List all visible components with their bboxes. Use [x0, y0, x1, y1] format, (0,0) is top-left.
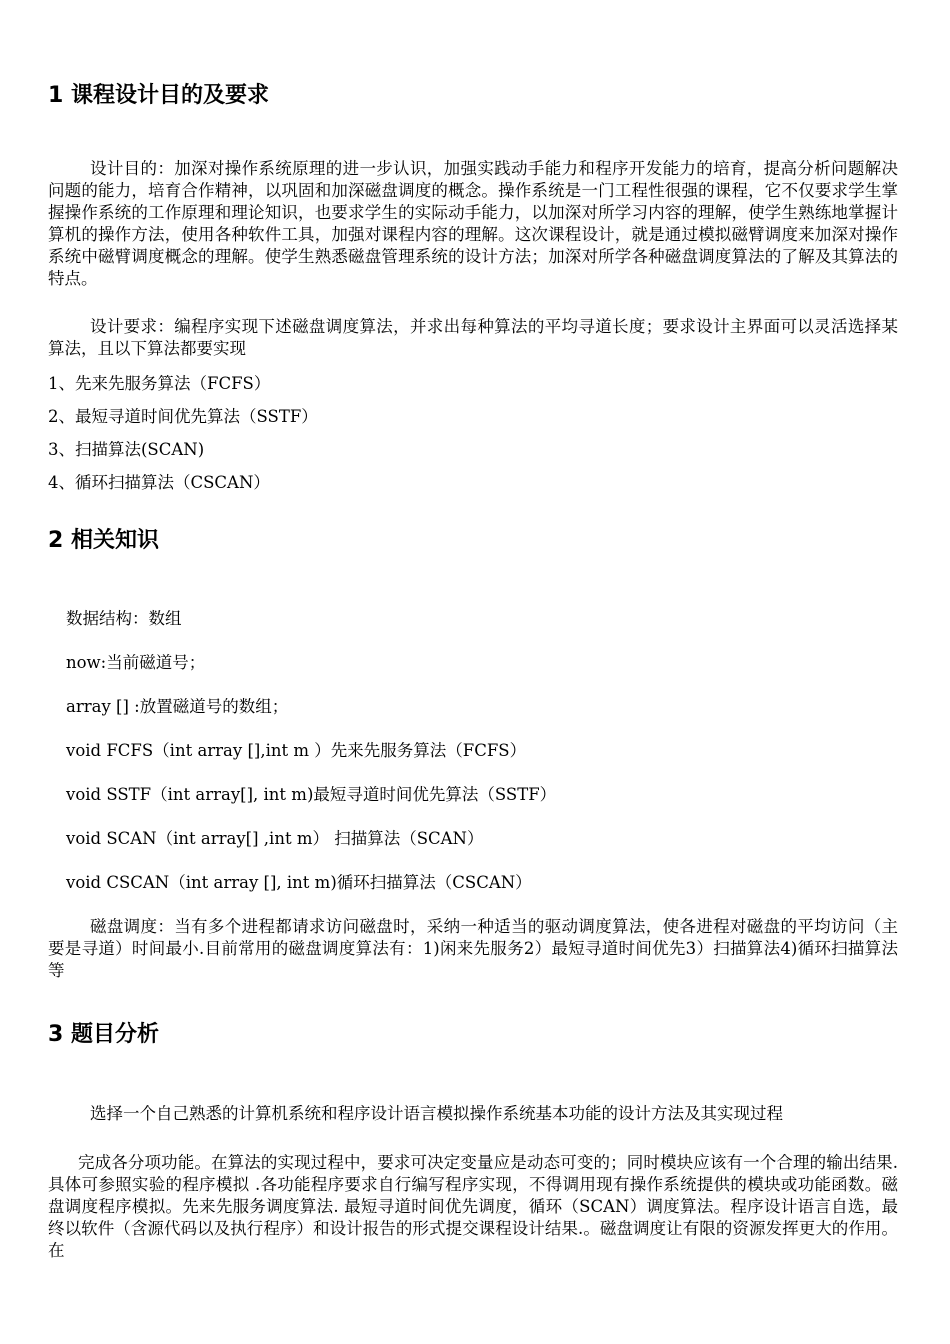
design-purpose-paragraph: 设计目的：加深对操作系统原理的进一步认识，加强实践动手能力和程序开发能力的培育，提高分析问题解决问题的能力，培育合作精神，以巩固和加深磁盘调度的概念。操作系统是一门工程性很强的课程，它不仅要求学生掌握操作系统的工作原理和理论知识，也要求学生的实际动手能力，以加深对所学习内容的理解，使学生熟练地掌握计算机的操作方法，使用各种软件工具，加强对课程内容的理解。这次课程设计，就是通过模拟磁臂调度来加深对操作系统中磁臂调度概念的理解。使学生熟悉磁盘管理系统的设计方法；加深对所学各种磁盘调度算法的了解及其算法的特点。: [48, 159, 898, 288]
knowledge-line: now:当前磁道号；: [66, 653, 206, 672]
algorithm-list-item: 1、先来先服务算法（FCFS）: [48, 374, 271, 393]
knowledge-line: array [] :放置磁道号的数组；: [66, 697, 289, 716]
section-2-heading: 2 相关知识: [48, 528, 159, 553]
analysis-paragraph-2: 完成各分项功能。在算法的实现过程中，要求可决定变量应是动态可变的；同时模块应该有一个合理的输出结果.具体可参照实验的程序模拟 .各功能程序要求自行编写程序实现，不得调用现有操作系统提供的模块或功能函数。磁盘调度程序模拟。先来先服务调度算法. 最短寻道时间优先调度，循环（SCAN）调度算法。程序设计语言自选，最终以软件（含源代码以及执行程序）和设计报告的形式提交课程设计结果.。磁盘调度让有限的资源发挥更大的作用。在: [48, 1153, 898, 1260]
knowledge-line: void FCFS（int array [],int m ）先来先服务算法（FCFS）: [66, 741, 527, 760]
knowledge-line: void SCAN（int array[] ,int m） 扫描算法（SCAN）: [66, 829, 484, 848]
knowledge-line: void CSCAN（int array [], int m)循环扫描算法（CSCAN）: [66, 873, 532, 892]
algorithm-list-item: 2、最短寻道时间优先算法（SSTF）: [48, 407, 318, 426]
algorithm-list-item: 3、扫描算法(SCAN): [48, 440, 205, 459]
analysis-paragraph-1: 选择一个自己熟悉的计算机系统和程序设计语言模拟操作系统基本功能的设计方法及其实现过程: [90, 1104, 783, 1123]
disk-scheduling-paragraph: 磁盘调度：当有多个进程都请求访问磁盘时，采纳一种适当的驱动调度算法，使各进程对磁盘的平均访问（主要是寻道）时间最小.目前常用的磁盘调度算法有：1)闲来先服务2）最短寻道时间优先3）扫描算法4)循环扫描算法等: [48, 917, 898, 980]
algorithm-list-item: 4、循环扫描算法（CSCAN）: [48, 473, 270, 492]
knowledge-line: void SSTF（int array[], int m)最短寻道时间优先算法（SSTF）: [66, 785, 557, 804]
section-3-heading: 3 题目分析: [48, 1022, 159, 1047]
knowledge-line: 数据结构：数组: [66, 609, 182, 628]
section-1-heading: 1 课程设计目的及要求: [48, 83, 269, 108]
design-requirements-paragraph: 设计要求：编程序实现下述磁盘调度算法，并求出每种算法的平均寻道长度；要求设计主界面可以灵活选择某算法，且以下算法都要实现: [48, 317, 898, 358]
